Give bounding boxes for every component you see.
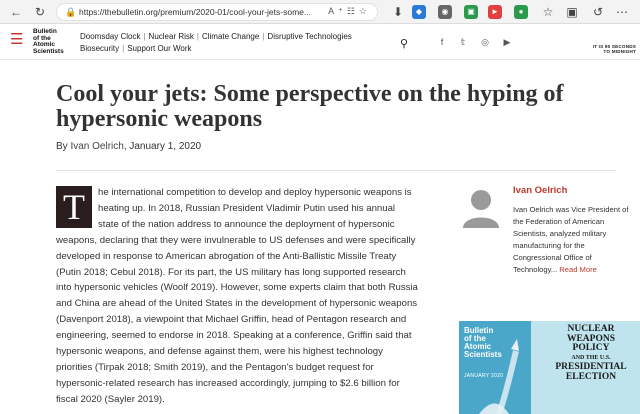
- site-nav: Doomsday Clock | Nuclear Risk | Climate Change | Disruptive Technologies Biosecurity | Support Our Work: [80, 32, 352, 53]
- menu-icon[interactable]: ⋯: [616, 5, 628, 19]
- sidebar-author-bio: Ivan Oelrich was Vice President of the Federation of American Scientists, analyzed military manufacturing for the Congressional Office of Technology... Read More: [513, 205, 629, 274]
- drop-cap-spacer: [56, 185, 98, 231]
- lock-icon: 🔒: [65, 7, 77, 17]
- read-more-link[interactable]: Read More: [557, 265, 597, 274]
- nav-nuclear-risk[interactable]: Nuclear Risk: [148, 32, 194, 41]
- search-icon[interactable]: ⚲: [400, 38, 409, 50]
- nav-disruptive-technologies[interactable]: Disruptive Technologies: [267, 32, 352, 41]
- browser-toolbar: [0, 0, 640, 24]
- promo-title: NUCLEAR WEAPONS POLICY AND THE U.S. PRESIDENTIAL ELECTION: [555, 324, 627, 382]
- extension-icon[interactable]: ▣: [464, 5, 478, 19]
- collections-icon[interactable]: ▣: [566, 5, 578, 19]
- byline: By Ivan Oelrich, January 1, 2020: [56, 141, 202, 152]
- doomsday-clock-link[interactable]: IT IS 90 SECONDS TO MIDNIGHT: [592, 44, 636, 54]
- site-logo[interactable]: Bulletin of the Atomic Scientists: [33, 28, 64, 55]
- url-text[interactable]: https://thebulletin.org/premium/2020-01/cool-your-jets-some...: [79, 7, 311, 17]
- divider: [56, 170, 616, 171]
- refresh-icon[interactable]: ↻: [34, 5, 46, 19]
- download-icon[interactable]: ⬇: [392, 5, 404, 19]
- article-body: [56, 185, 418, 414]
- nav-doomsday-clock[interactable]: Doomsday Clock: [80, 32, 141, 41]
- author-link[interactable]: Ivan Oelrich: [70, 141, 124, 152]
- issue-promo[interactable]: [459, 321, 640, 414]
- extension-icon[interactable]: ◉: [438, 5, 452, 19]
- extension-icon[interactable]: ●: [514, 5, 528, 19]
- avatar: [462, 188, 500, 228]
- history-icon[interactable]: ↺: [592, 5, 604, 19]
- sidebar-author-name[interactable]: Ivan Oelrich: [513, 185, 568, 196]
- nav-biosecurity[interactable]: Biosecurity: [80, 44, 120, 53]
- promo-brand: Bulletin of the Atomic Scientists: [464, 326, 502, 359]
- extension-icon[interactable]: ◆: [412, 5, 426, 19]
- publish-date: , January 1, 2020: [123, 141, 202, 152]
- site-header: [0, 24, 640, 60]
- nav-climate-change[interactable]: Climate Change: [201, 32, 260, 41]
- address-bar[interactable]: [56, 3, 378, 21]
- youtube-icon[interactable]: ▶: [503, 37, 511, 47]
- facebook-icon[interactable]: f: [440, 37, 444, 47]
- nav-support-our-work[interactable]: Support Our Work: [127, 44, 192, 53]
- hamburger-menu-icon[interactable]: ☰: [10, 31, 24, 48]
- favorites-icon[interactable]: ☆: [542, 5, 554, 19]
- promo-cover-art: [459, 321, 531, 414]
- twitter-icon[interactable]: 𝕥: [460, 37, 466, 47]
- promo-issue-date: JANUARY 2020: [464, 373, 504, 379]
- read-aloud-icon[interactable]: A⁺☷☆: [328, 6, 371, 16]
- instagram-icon[interactable]: ◎: [481, 37, 489, 47]
- article-title: Cool your jets: Some perspective on the hyping of hypersonic weapons: [56, 81, 564, 132]
- extension-icon[interactable]: ►: [488, 5, 502, 19]
- back-icon[interactable]: ←: [10, 5, 22, 19]
- article-paragraph: he international competition to develop and deploy hypersonic weapons is heating up. In 2018, Russian President Vladimir Putin used his annual state of the nation address to announce the deployment of hypersonic weapons, declaring that they were invulnerable to US defenses and were specifically developed in response to American abrogation of the Anti-Ballistic Missile Treaty (Putin 2018; Cebul 2018). For its part, the US military has long supported research into hypersonic vehicles (Woolf 2019). However, some experts claim that both Russia and China are ahead of the United States in the development of hypersonic weapons (Davenport 2018), a viewpoint that Michael Griffin, head of Pentagon research and engineering, seemed to endorse in 2018. Speaking at a conference, Griffin said that hypersonic weapons, and defense against them, were his highest technology priorities (Tirpak 2018; Smith 2019), and the Pentagon's budget request for hypersonic-related research has increased accordingly, jumping to $2.6 billion for fiscal 2020 (Sayler 2019).: [56, 187, 418, 405]
- drop-cap: T: [56, 186, 92, 228]
